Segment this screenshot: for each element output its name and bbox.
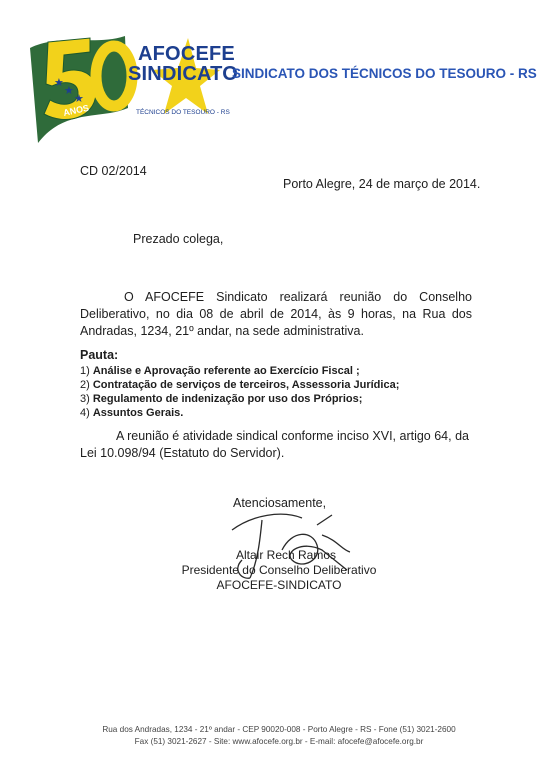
logo-org-name-line2: SINDICATO bbox=[128, 63, 238, 85]
body-paragraph bbox=[80, 289, 472, 340]
agenda-item: 3) Regulamento de indenização por uso dos Próprios; bbox=[80, 393, 363, 405]
agenda-item: 1) Análise e Aprovação referente ao Exercício Fiscal ; bbox=[80, 365, 360, 377]
agenda-title: Pauta: bbox=[80, 348, 119, 362]
footer-address: Rua dos Andradas, 1234 - 21º andar - CEP 90020-008 - Porto Alegre - RS - Fone (51) 3021-2600 bbox=[102, 725, 456, 734]
signer-org: AFOCEFE-SINDICATO bbox=[216, 578, 342, 592]
logo-anniversary-label: ANOS bbox=[62, 102, 90, 118]
logo-star-icon: ★ bbox=[64, 84, 74, 97]
logo-star-icon: ★ bbox=[74, 92, 84, 105]
reference-number: CD 02/2014 bbox=[80, 164, 147, 178]
signer-name: Altair Rech Ramos bbox=[235, 548, 337, 562]
logo-subtitle: TÉCNICOS DO TESOURO - RS bbox=[136, 109, 230, 116]
farewell: Atenciosamente, bbox=[233, 496, 327, 510]
closing-note bbox=[80, 428, 472, 462]
agenda-item: 2) Contratação de serviços de terceiros, Assessoria Jurídica; bbox=[80, 379, 400, 391]
salutation: Prezado colega, bbox=[133, 232, 224, 246]
closing-note-text: A reunião é atividade sindical conforme inciso XVI, artigo 64, da Lei 10.098/94 (Estatuto do Servidor). bbox=[80, 429, 469, 460]
logo-star-icon: ★ bbox=[54, 76, 64, 89]
place-date: Porto Alegre, 24 de março de 2014. bbox=[283, 177, 481, 191]
page-title: SINDICATO DOS TÉCNICOS DO TESOURO - RS bbox=[232, 66, 537, 81]
signer-title: Presidente do Conselho Deliberativo bbox=[181, 563, 377, 577]
signature-block bbox=[0, 548, 558, 593]
logo-org-name bbox=[128, 44, 238, 84]
agenda-item: 4) Assuntos Gerais. bbox=[80, 407, 184, 419]
body-text: O AFOCEFE Sindicato realizará reunião do Conselho Deliberativo, no dia 08 de abril de 2014, às 9 horas, na Rua dos Andradas, 1234, 21º andar, na sede administrativa. bbox=[80, 290, 472, 338]
agenda-list bbox=[80, 364, 399, 420]
footer-contact: Fax (51) 3021-2627 - Site: www.afocefe.org.br - E-mail: afocefe@afocefe.org.br bbox=[134, 737, 424, 746]
logo-org-name-line1: AFOCEFE bbox=[138, 43, 235, 65]
